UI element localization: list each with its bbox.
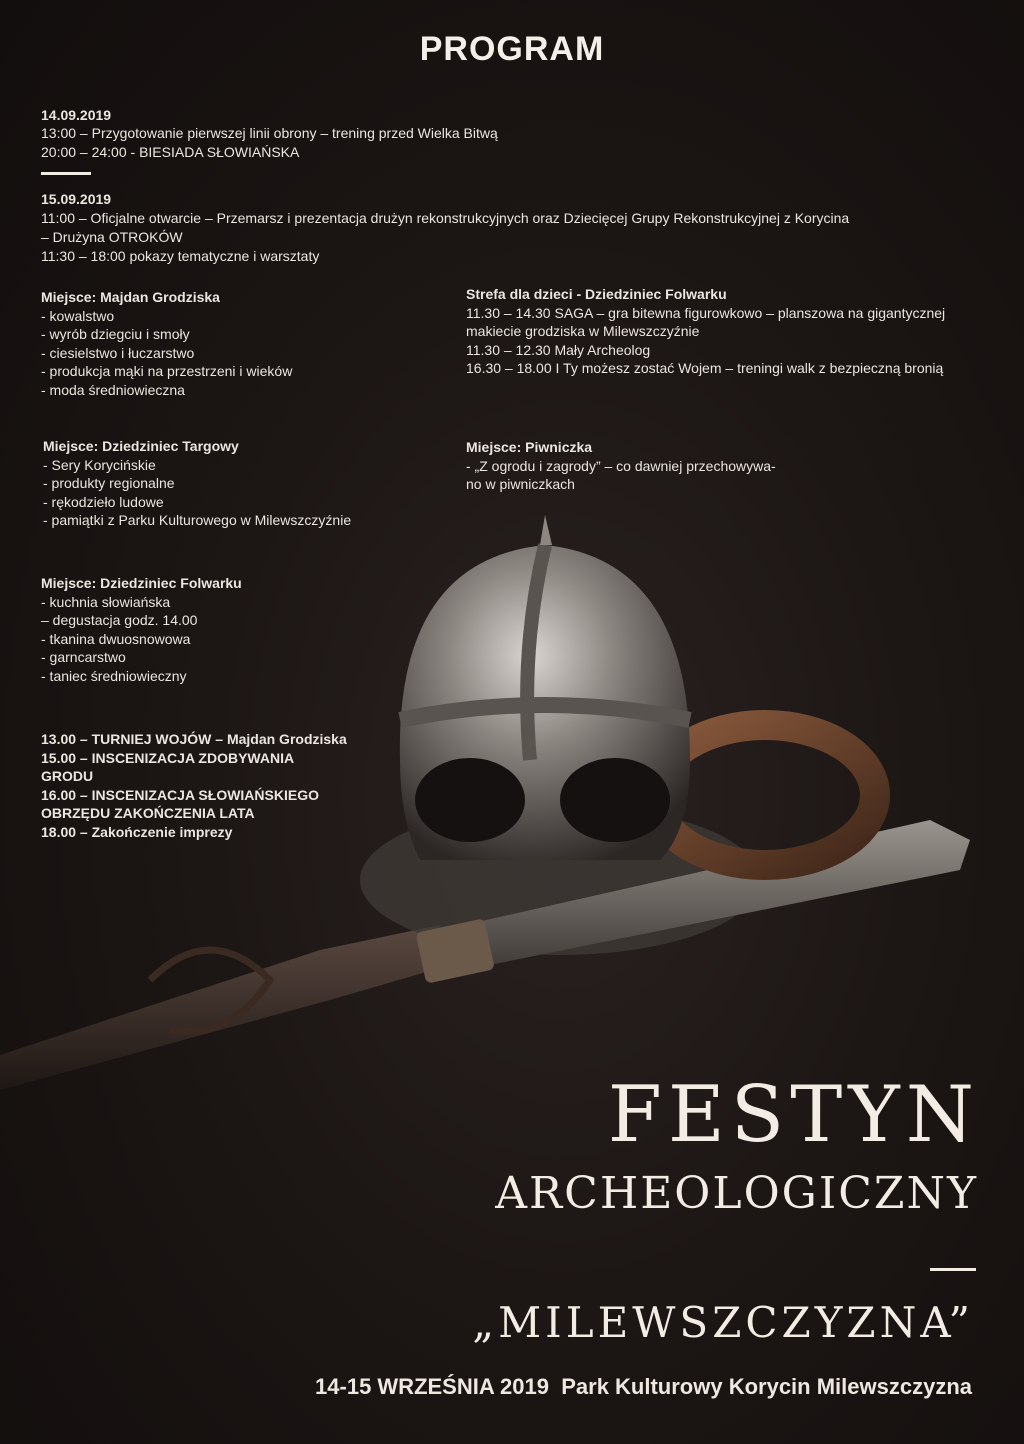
list-item: - tkanina dwuosnowowa [41,630,191,647]
list-item: makiecie grodziska w Milewszczyźnie [466,323,700,339]
archeologiczny-heading: ARCHEOLOGICZNY [495,1168,978,1219]
list-item: 16.30 – 18.00 I Ty możesz zostać Wojem – treningi walk z bezpieczną bronią [466,360,944,376]
day1-date: 14.09.2019 [41,107,112,123]
day2-line: 11:00 – Oficjalne otwarcie – Przemarsz i prezentacja drużyn rekonstrukcyjnych oraz Dziecięcej Grupy Rekonstrukcyjnej z Korycina [41,210,850,226]
section-header: Miejsce: Dziedziniec Folwarku [41,575,242,591]
list-item: - garncarstwo [41,649,126,665]
day1-line: 20:00 – 24:00 - BIESIADA SŁOWIAŃSKA [41,144,300,160]
section-header: Miejsce: Piwniczka [466,439,593,455]
day2-line: – Drużyna OTROKÓW [41,229,183,245]
list-item: - Sery Korycińskie [43,456,156,473]
eye-opening [560,758,670,842]
list-item: – degustacja godz. 14.00 [41,612,198,628]
event-item: 13.00 – TURNIEJ WOJÓW – Majdan Grodziska [41,731,347,747]
list-item: - „Z ogrodu i zagrody” – co dawniej przechowywa- [466,457,776,474]
section-header: Strefa dla dzieci - Dziedziniec Folwarku [466,286,727,302]
day2-line: 11:30 – 18:00 pokazy tematyczne i warsztaty [41,248,320,264]
list-item: - rękodzieło ludowe [43,493,164,510]
event-item: 16.00 – INSCENIZACJA SŁOWIAŃSKIEGO [41,786,319,803]
list-item: - pamiątki z Parku Kulturowego w Milewszczyźnie [43,512,352,528]
list-item: 11.30 – 14.30 SAGA – gra bitewna figurowkowo – planszowa na gigantycznej [466,304,946,321]
milewszczyzna-heading: „MILEWSZCZYZNA” [472,1298,974,1347]
footer [315,1374,972,1400]
kids-section [466,285,945,378]
eye-opening [415,758,525,842]
event-item: GRODU [41,768,94,784]
title-dash [930,1268,976,1271]
day2-date: 15.09.2019 [41,191,112,207]
list-item: - produkcja mąki na przestrzeni i wieków [41,363,293,379]
event-item: OBRZĘDU ZAKOŃCZENIA LATA [41,805,255,821]
majdan-section [41,288,292,399]
list-item: - kuchnia słowiańska [41,593,171,610]
events-list [41,730,347,841]
list-item: - moda średniowieczna [41,381,185,398]
piwniczka-section [466,438,776,494]
list-item: - wyrób dziegciu i smoły [41,326,190,342]
event-item: 18.00 – Zakończenie imprezy [41,823,233,840]
event-place: Park Kulturowy Korycin Milewszczyzna [561,1374,972,1399]
list-item: - kowalstwo [41,307,115,324]
page-title: PROGRAM [419,30,605,68]
event-dates: 14-15 WRZEŚNIA 2019 [315,1374,549,1399]
day1-line: 13:00 – Przygotowanie pierwszej linii obrony – trening przed Wielka Bitwą [41,125,498,141]
folwark-section [41,574,242,685]
helmet-spike [540,515,552,545]
festyn-heading: FESTYN [607,1070,980,1160]
section-header: Miejsce: Majdan Grodziska [41,289,220,305]
separator-line [41,172,91,175]
list-item: - produkty regionalne [43,475,175,491]
list-item: - taniec średniowieczny [41,667,187,684]
list-item: 11.30 – 12.30 Mały Archeolog [466,341,651,358]
event-item: 15.00 – INSCENIZACJA ZDOBYWANIA [41,749,295,766]
list-item: no w piwniczkach [466,476,575,492]
section-header: Miejsce: Dziedziniec Targowy [43,438,239,454]
list-item: - ciesielstwo i łuczarstwo [41,344,195,361]
